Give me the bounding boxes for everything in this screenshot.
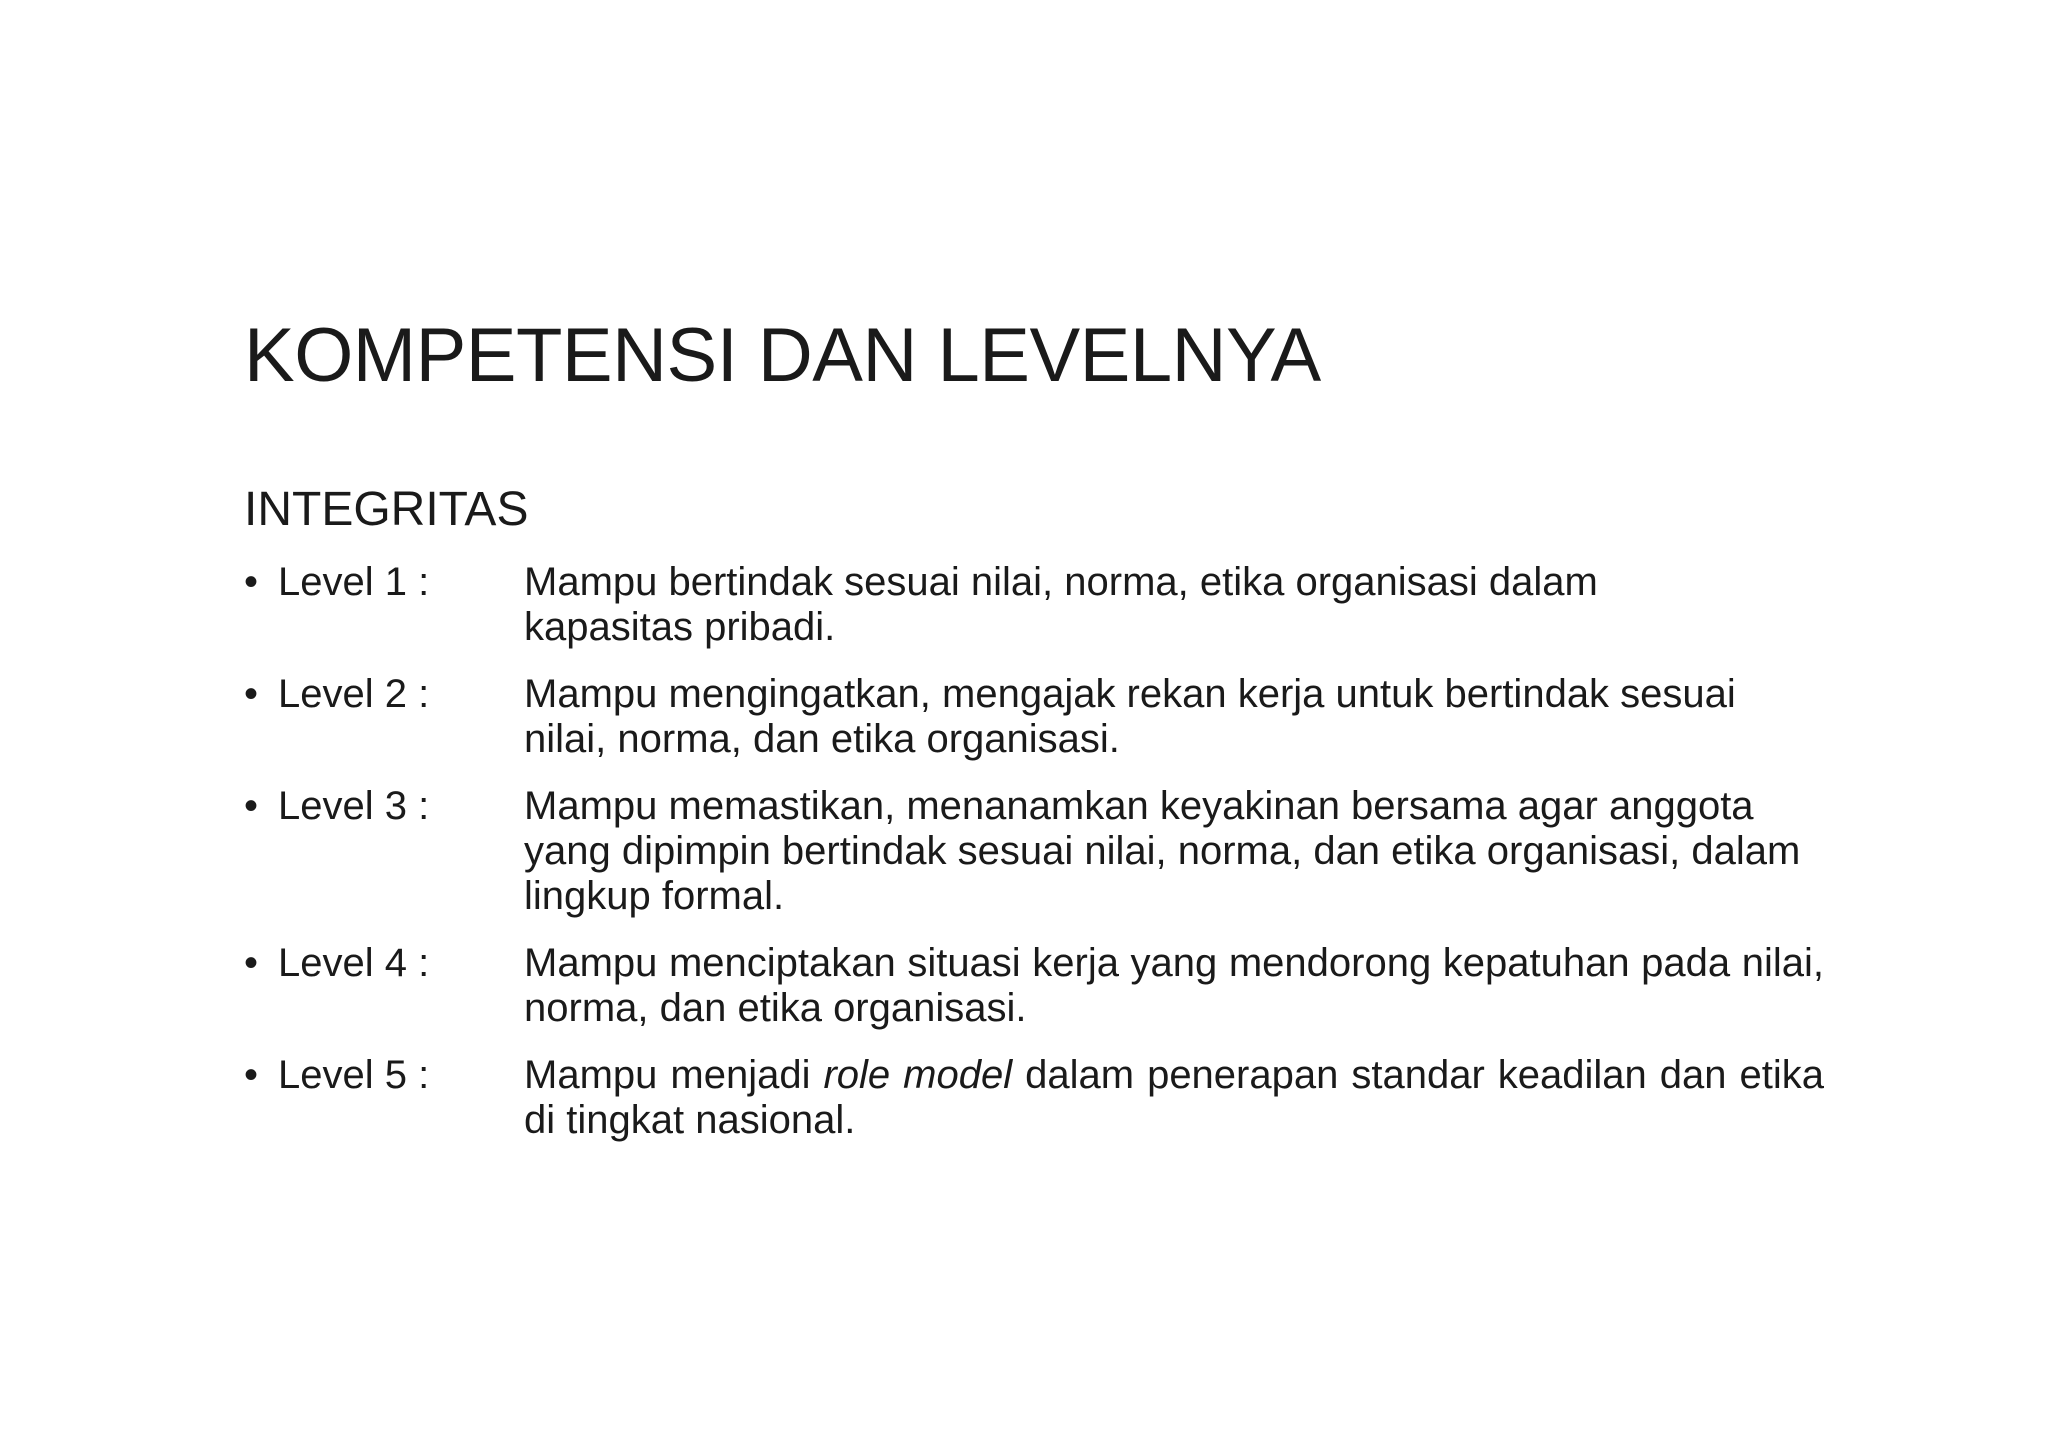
level-label: Level 3 :	[278, 784, 430, 828]
bullet-icon: •	[244, 941, 259, 985]
description-text: dalam penerapan standar keadilan dan etika di tingkat nasional.	[524, 1053, 1825, 1142]
slide-title: KOMPETENSI DAN LEVELNYA	[244, 313, 1321, 398]
bullet-icon: •	[244, 1053, 259, 1097]
description-text: Mampu menjadi	[524, 1053, 824, 1097]
list-item-level-2	[244, 672, 1824, 762]
bullet-icon: •	[244, 672, 259, 716]
level-description: Mampu menciptakan situasi kerja yang mendorong kepatuhan pada nilai, norma, dan etika organisasi.	[524, 941, 1824, 1030]
level-description	[524, 1053, 1824, 1143]
list-item-level-4	[244, 941, 1824, 1031]
level-description: Mampu bertindak sesuai nilai, norma, etika organisasi dalam kapasitas pribadi.	[524, 560, 1598, 649]
emphasis-text: role model	[823, 1053, 1013, 1097]
level-label: Level 4 :	[278, 941, 430, 985]
list-item-level-5	[244, 1053, 1824, 1143]
level-description: Mampu mengingatkan, mengajak rekan kerja untuk bertindak sesuai nilai, norma, dan etika organisasi.	[524, 672, 1736, 761]
bullet-icon: •	[244, 784, 259, 828]
level-label: Level 1 :	[278, 560, 430, 604]
list-item-level-1	[244, 560, 1824, 650]
level-list	[244, 560, 1824, 1165]
bullet-icon: •	[244, 560, 259, 604]
list-item-level-3	[244, 784, 1824, 919]
level-label: Level 5 :	[278, 1053, 430, 1097]
level-description: Mampu memastikan, menanamkan keyakinan bersama agar anggota yang dipimpin bertindak sesuai nilai, norma, dan etika organisasi, dalam lingkup formal.	[524, 784, 1801, 918]
level-label: Level 2 :	[278, 672, 430, 716]
section-heading: INTEGRITAS	[244, 483, 529, 536]
